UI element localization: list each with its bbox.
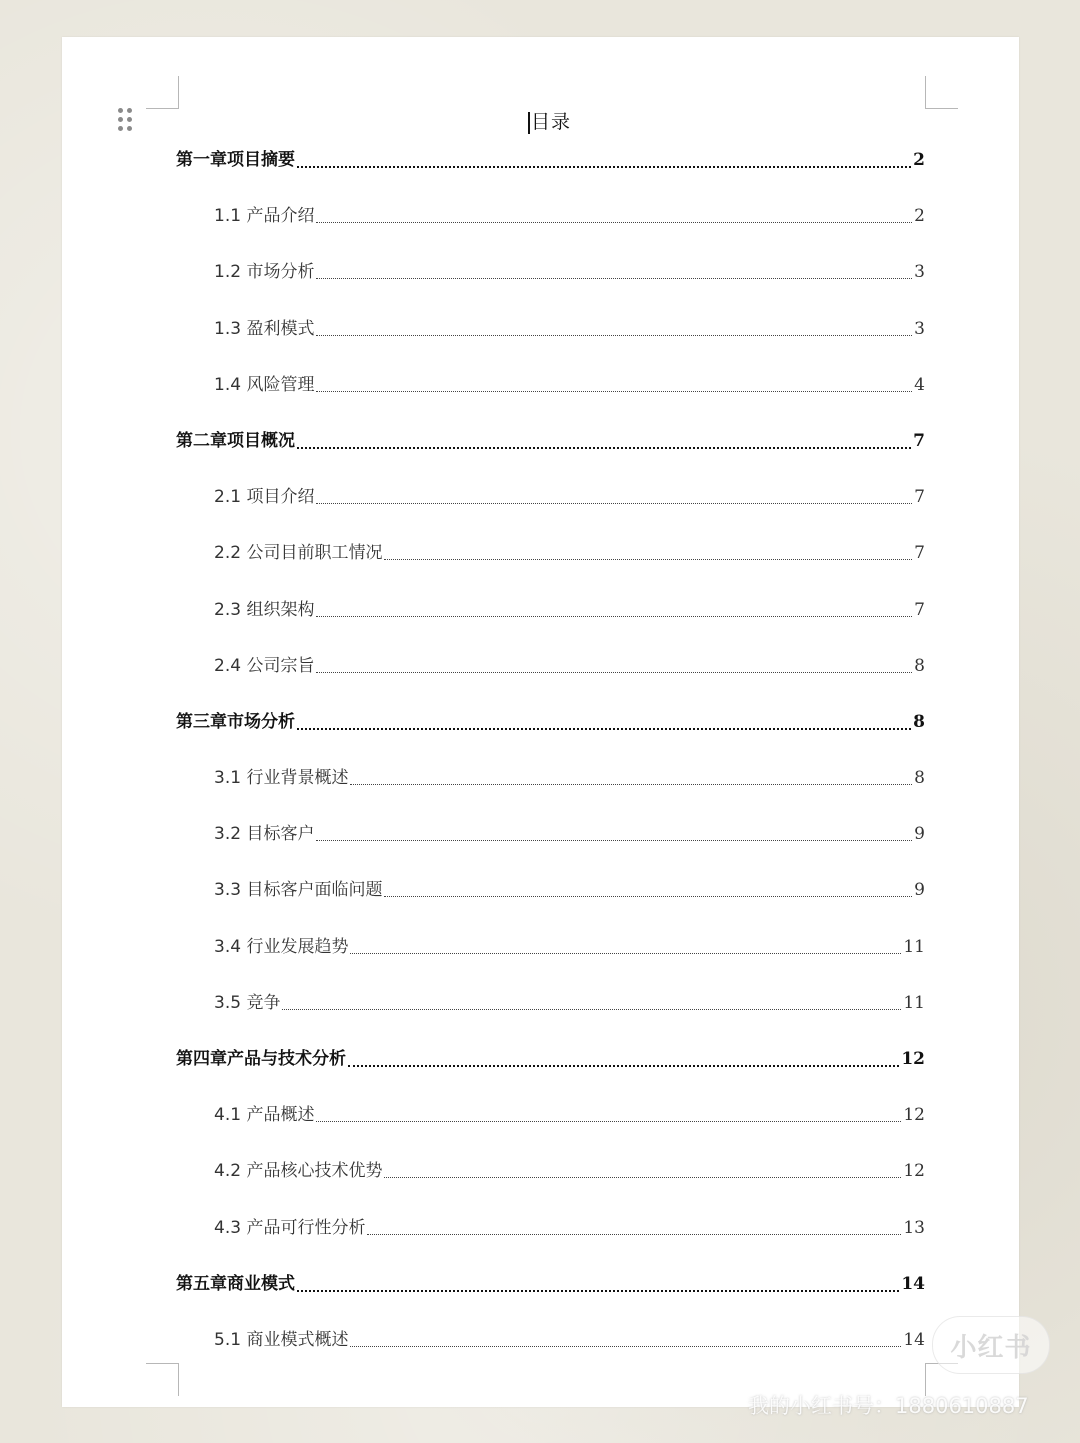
toc-dot-leader bbox=[316, 823, 912, 841]
toc-dot-leader bbox=[350, 1329, 901, 1347]
toc-entry-section[interactable] bbox=[176, 655, 925, 711]
toc-page-number: 4 bbox=[914, 374, 925, 395]
toc-page-number: 7 bbox=[914, 599, 925, 620]
toc-page-number: 13 bbox=[903, 1217, 925, 1238]
toc-page-number: 14 bbox=[901, 1273, 925, 1294]
toc-dot-leader bbox=[316, 205, 912, 223]
toc-entry-label: 2.4 公司宗旨 bbox=[214, 655, 315, 676]
toc-entry-section[interactable] bbox=[176, 992, 925, 1048]
toc-dot-leader bbox=[348, 1048, 899, 1067]
toc-entry-label: 3.2 目标客户 bbox=[214, 824, 315, 845]
toc-entry-label: 第一章项目摘要 bbox=[176, 150, 295, 170]
toc-entry-section[interactable] bbox=[176, 542, 925, 598]
margin-corner-top-left bbox=[146, 76, 179, 109]
toc-entry-label: 4.2 产品核心技术优势 bbox=[214, 1161, 383, 1182]
toc-dot-leader bbox=[297, 430, 911, 449]
toc-entry-label: 1.2 市场分析 bbox=[214, 262, 315, 283]
toc-dot-leader bbox=[297, 149, 911, 168]
toc-dot-leader bbox=[384, 542, 912, 560]
toc-page-number: 2 bbox=[913, 150, 925, 170]
toc-entry-label: 1.4 风险管理 bbox=[214, 374, 315, 395]
toc-entry-label: 2.1 项目介绍 bbox=[214, 487, 315, 508]
toc-entry-section[interactable] bbox=[176, 1329, 925, 1385]
toc-entry-section[interactable] bbox=[176, 486, 925, 542]
toc-entry-section[interactable] bbox=[176, 879, 925, 935]
toc-page-number: 12 bbox=[903, 1161, 925, 1182]
toc-page-number: 2 bbox=[914, 206, 925, 227]
toc-page-number: 14 bbox=[903, 1329, 925, 1350]
toc-entry-label: 第三章市场分析 bbox=[176, 711, 295, 732]
toc-entry-chapter[interactable] bbox=[176, 1048, 925, 1104]
toc-dot-leader bbox=[367, 1217, 901, 1235]
toc-page-number: 12 bbox=[901, 1049, 925, 1069]
toc-dot-leader bbox=[297, 1273, 899, 1292]
toc-dot-leader bbox=[384, 1160, 901, 1178]
toc-page-number: 7 bbox=[914, 543, 925, 564]
toc-entry-section[interactable] bbox=[176, 318, 925, 374]
toc-page-number: 9 bbox=[914, 824, 925, 845]
toc-entry-label: 2.2 公司目前职工情况 bbox=[214, 543, 383, 564]
toc-page-number: 9 bbox=[914, 880, 925, 901]
toc-entry-label: 3.4 行业发展趋势 bbox=[214, 936, 349, 957]
toc-page-number: 8 bbox=[913, 711, 925, 732]
margin-corner-top-right bbox=[925, 76, 958, 109]
toc-entry-label: 第五章商业模式 bbox=[176, 1273, 295, 1294]
toc-entry-section[interactable] bbox=[176, 936, 925, 992]
toc-dot-leader bbox=[384, 879, 912, 897]
toc-entry-chapter[interactable] bbox=[176, 149, 925, 205]
toc-dot-leader bbox=[316, 374, 912, 392]
toc-page-number: 12 bbox=[903, 1105, 925, 1126]
toc-entry-section[interactable] bbox=[176, 1160, 925, 1216]
toc-entry-section[interactable] bbox=[176, 205, 925, 261]
watermark-logo-badge: 小红书 bbox=[932, 1316, 1050, 1374]
toc-entry-chapter[interactable] bbox=[176, 1273, 925, 1329]
toc-page-number: 3 bbox=[914, 318, 925, 339]
watermark-account-id: 我的小红书号：1880610887 bbox=[748, 1394, 1029, 1418]
toc-dot-leader bbox=[316, 655, 912, 673]
toc-dot-leader bbox=[350, 767, 912, 785]
toc-dot-leader bbox=[350, 936, 901, 954]
toc-dot-leader bbox=[316, 486, 912, 504]
toc-page-number: 7 bbox=[914, 487, 925, 508]
toc-entry-label: 3.3 目标客户面临问题 bbox=[214, 880, 383, 901]
toc-dot-leader bbox=[316, 1104, 901, 1122]
toc-page-number: 8 bbox=[914, 655, 925, 676]
table-of-contents bbox=[176, 149, 925, 1385]
toc-entry-section[interactable] bbox=[176, 261, 925, 317]
margin-corner-bottom-left bbox=[146, 1363, 179, 1396]
page-title[interactable] bbox=[62, 107, 1037, 134]
toc-entry-section[interactable] bbox=[176, 599, 925, 655]
toc-entry-label: 1.3 盈利模式 bbox=[214, 318, 315, 339]
toc-page-number: 3 bbox=[914, 262, 925, 283]
toc-entry-section[interactable] bbox=[176, 1104, 925, 1160]
toc-entry-section[interactable] bbox=[176, 1217, 925, 1273]
toc-entry-section[interactable] bbox=[176, 823, 925, 879]
toc-dot-leader bbox=[316, 318, 912, 336]
toc-entry-label: 第四章产品与技术分析 bbox=[176, 1049, 346, 1069]
toc-entry-label: 4.1 产品概述 bbox=[214, 1105, 315, 1126]
toc-page-number: 7 bbox=[913, 430, 925, 451]
toc-entry-label: 第二章项目概况 bbox=[176, 430, 295, 451]
toc-dot-leader bbox=[282, 992, 901, 1010]
toc-entry-label: 3.1 行业背景概述 bbox=[214, 768, 349, 789]
toc-entry-section[interactable] bbox=[176, 374, 925, 430]
toc-page-number: 8 bbox=[914, 768, 925, 789]
toc-entry-chapter[interactable] bbox=[176, 711, 925, 767]
toc-page-number: 11 bbox=[903, 992, 925, 1013]
toc-entry-label: 1.1 产品介绍 bbox=[214, 206, 315, 227]
toc-entry-label: 4.3 产品可行性分析 bbox=[214, 1217, 366, 1238]
toc-entry-label: 3.5 竞争 bbox=[214, 992, 281, 1013]
document-page bbox=[62, 37, 1019, 1407]
toc-entry-section[interactable] bbox=[176, 767, 925, 823]
page-title-text: 目录 bbox=[530, 111, 571, 133]
toc-entry-chapter[interactable] bbox=[176, 430, 925, 486]
toc-dot-leader bbox=[316, 261, 912, 279]
toc-page-number: 11 bbox=[903, 936, 925, 957]
text-cursor bbox=[528, 112, 530, 134]
toc-entry-label: 2.3 组织架构 bbox=[214, 599, 315, 620]
toc-dot-leader bbox=[316, 599, 912, 617]
toc-dot-leader bbox=[297, 711, 911, 730]
toc-entry-label: 5.1 商业模式概述 bbox=[214, 1329, 349, 1350]
